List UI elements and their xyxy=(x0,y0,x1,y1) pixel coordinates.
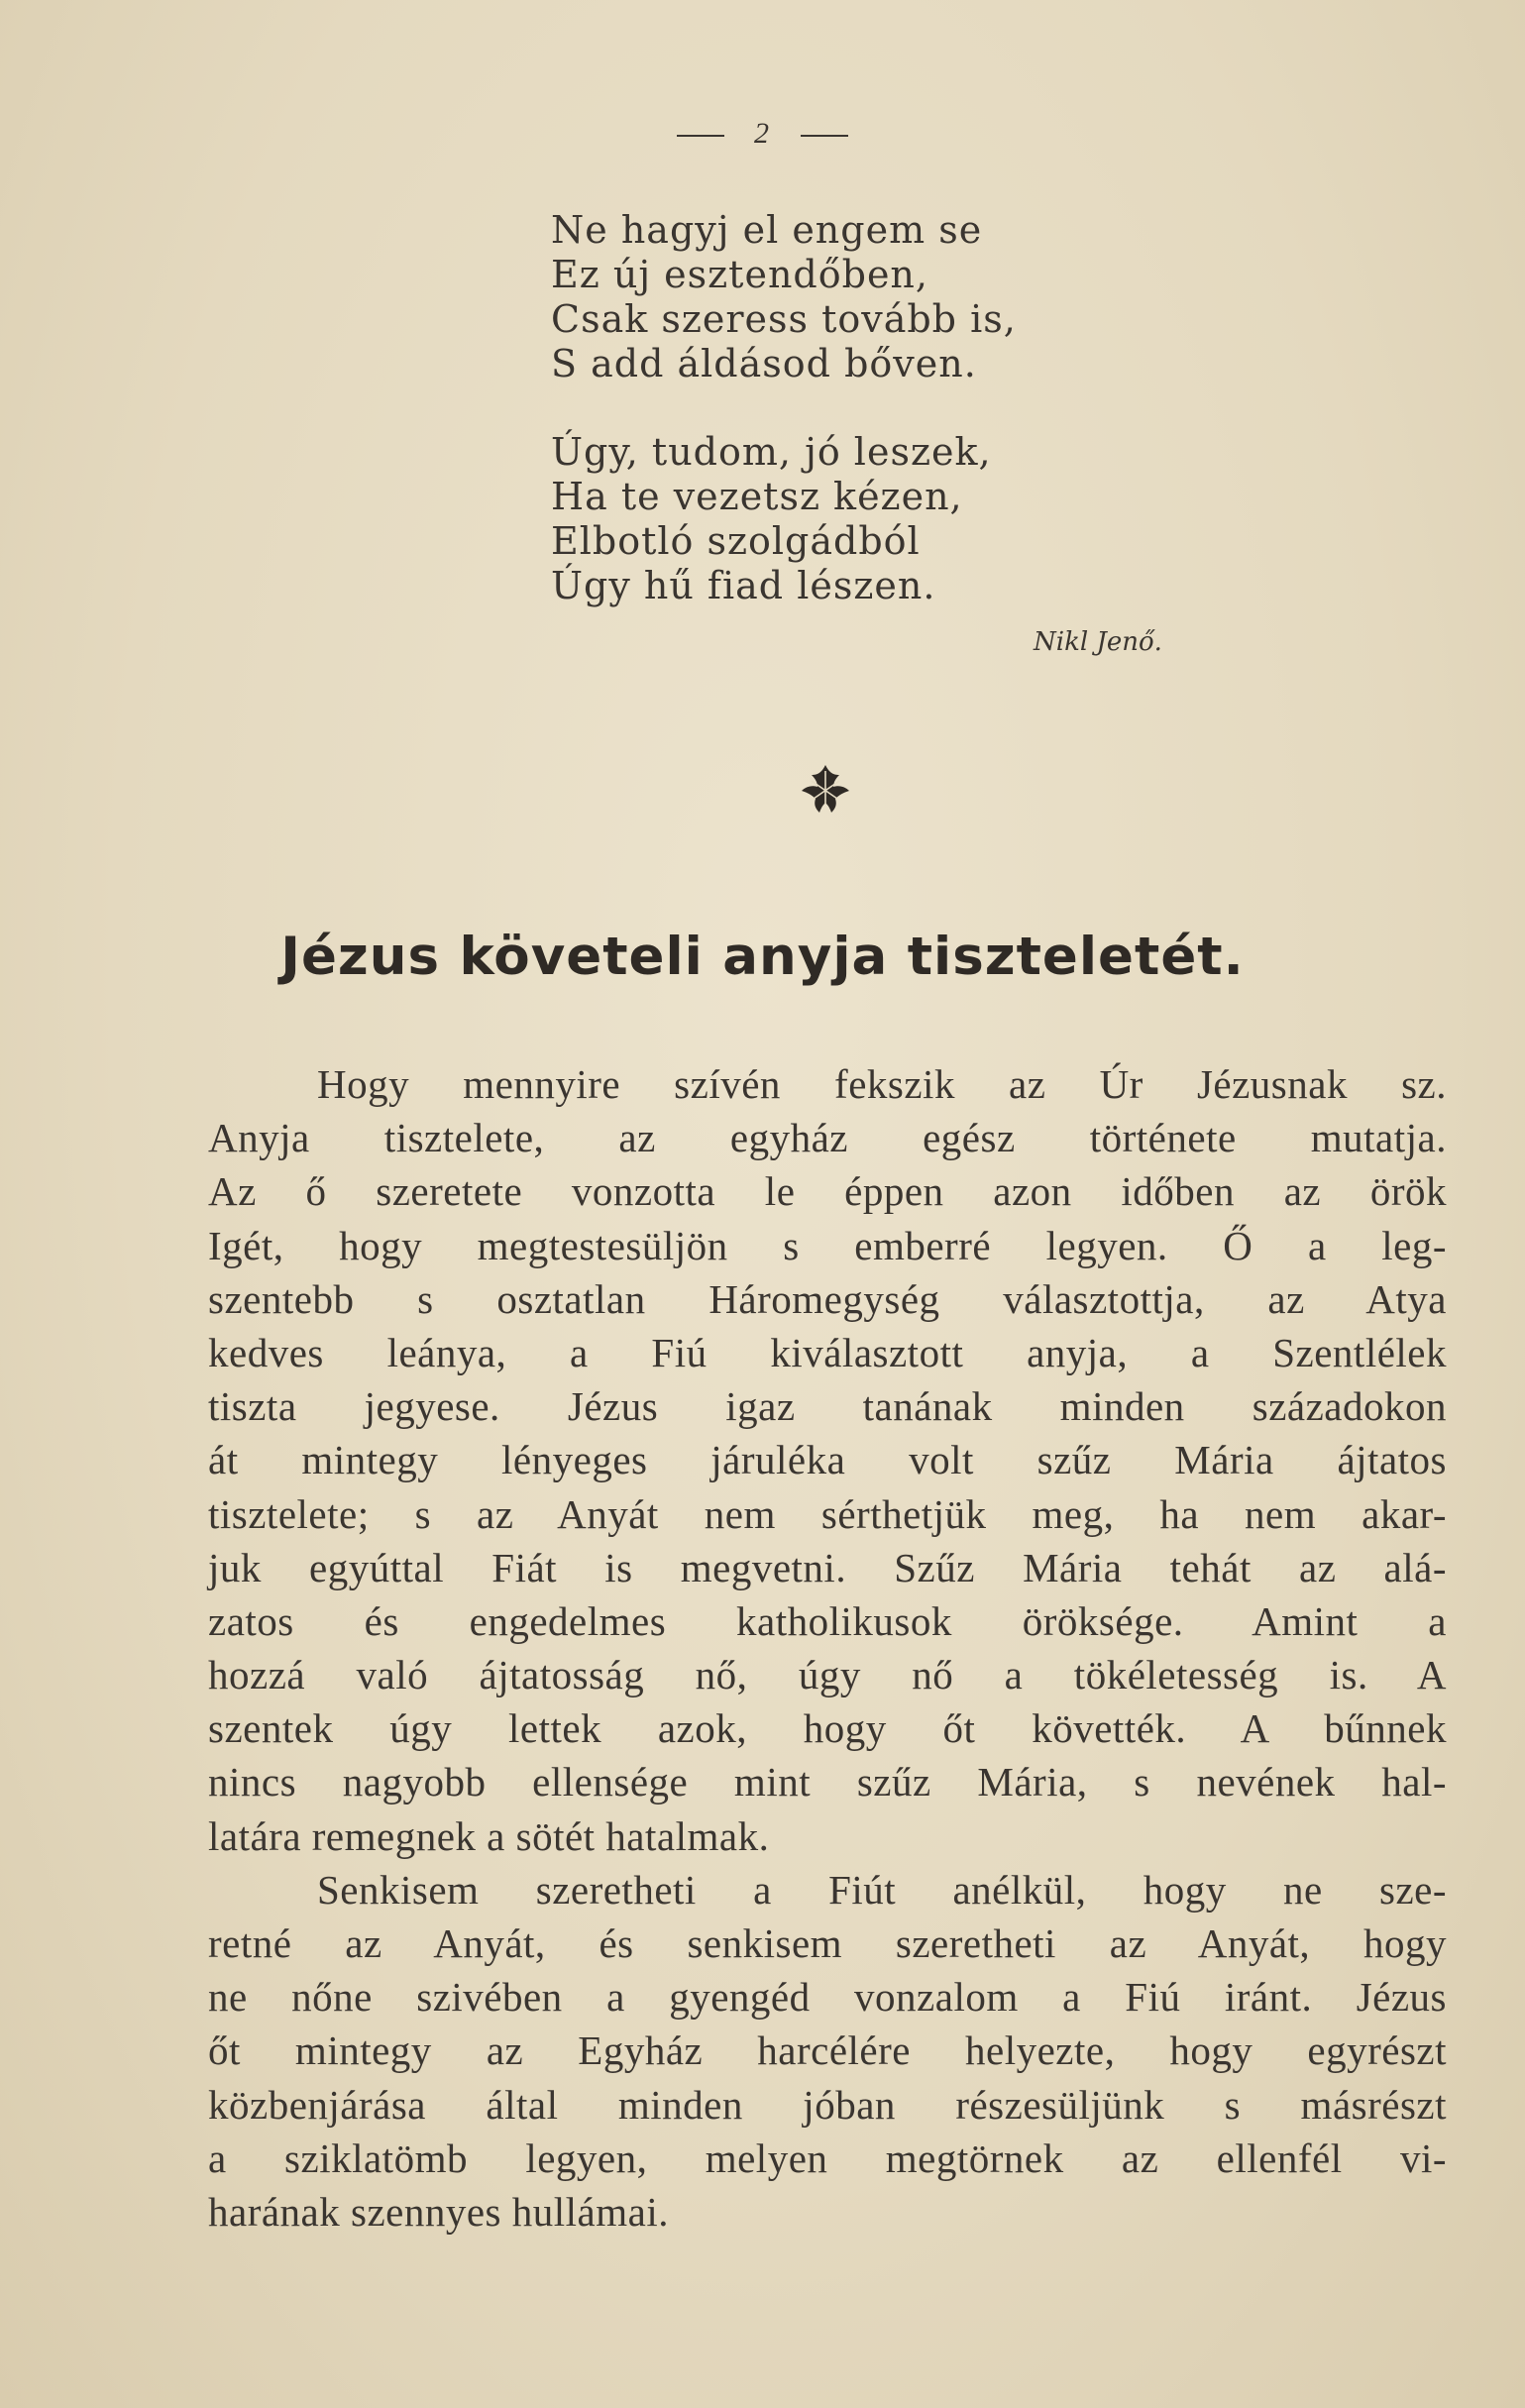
text-line: tisztelete; s az Anyát nem sérthetjük meg, ha nem akar- xyxy=(208,1490,1447,1537)
poem-line: S add áldásod bőven. xyxy=(551,342,977,385)
poem-line: Úgy, tudom, jó leszek, xyxy=(551,430,992,474)
text-line: kedves leánya, a Fiú kiválasztott anyja, a Szentlélek xyxy=(208,1329,1447,1375)
poem-line: Ne hagyj el engem se xyxy=(551,208,983,252)
text-line: szentebb s osztatlan Háromegység választottja, az Atya xyxy=(208,1275,1447,1322)
fleuron-icon xyxy=(798,761,853,817)
text-line: Az ő szeretete vonzotta le éppen azon időben az örök xyxy=(208,1168,1447,1215)
dash-left xyxy=(677,135,724,137)
text-line: hozzá való ájtatosság nő, úgy nő a tökéletesség is. A xyxy=(208,1652,1447,1698)
text-line: szentek úgy lettek azok, hogy őt követték. A bűnnek xyxy=(208,1705,1447,1752)
article-body xyxy=(208,1057,1447,2239)
poem-signature: Nikl Jenő. xyxy=(1034,627,1162,657)
poem-line: Elbotló szolgádból xyxy=(551,519,921,563)
text-line: juk egyúttal Fiát is megvetni. Szűz Mária tehát az alá- xyxy=(208,1544,1447,1590)
poem-line: Ha te vezetsz kézen, xyxy=(551,475,963,518)
text-line: Senkisem szeretheti a Fiút anélkül, hogy ne sze- xyxy=(317,1866,1447,1913)
text-line: a sziklatömb legyen, melyen megtörnek az ellenfél vi- xyxy=(208,2134,1447,2181)
text-line: Igét, hogy megtestesüljön s emberré legyen. Ő a leg- xyxy=(208,1222,1447,1268)
text-line: latára remegnek a sötét hatalmak. xyxy=(208,1812,770,1859)
poem-line: Úgy hű fiad lészen. xyxy=(551,564,936,607)
text-line: közbenjárása által minden jóban részesüljünk s másrészt xyxy=(208,2081,1447,2128)
text-line: harának szennyes hullámai. xyxy=(208,2188,669,2235)
stanza-2 xyxy=(551,430,1106,608)
article-heading: Jézus követeli anyja tiszteletét. xyxy=(280,927,1245,987)
text-line: ne nőne szivében a gyengéd vonzalom a Fiú iránt. Jézus xyxy=(208,1974,1447,2021)
text-line: zatos és engedelmes katholikusok öröksége. Amint a xyxy=(208,1597,1447,1644)
text-line: retné az Anyát, és senkisem szeretheti az Anyát, hogy xyxy=(208,1920,1447,1966)
text-line: át mintegy lényeges járuléka volt szűz Mária ájtatos xyxy=(208,1437,1447,1483)
stanza-1 xyxy=(551,208,1106,386)
text-line: nincs nagyobb ellensége mint szűz Mária, s nevének hal- xyxy=(208,1759,1447,1806)
poem-line: Ez új esztendőben, xyxy=(551,253,928,296)
text-line: őt mintegy az Egyház harcélére helyezte, hogy egyrészt xyxy=(208,2027,1447,2074)
text-line: tiszta jegyese. Jézus igaz tanának minden századokon xyxy=(208,1383,1447,1430)
poem-line: Csak szeress tovább is, xyxy=(551,297,1017,341)
page-number: 2 xyxy=(0,117,1525,151)
dash-right xyxy=(801,135,848,137)
text-line: Anyja tisztelete, az egyház egész története mutatja. xyxy=(208,1115,1447,1161)
poem xyxy=(551,208,1106,652)
text-line: Hogy mennyire szívén fekszik az Úr Jézusnak sz. xyxy=(317,1061,1447,1107)
